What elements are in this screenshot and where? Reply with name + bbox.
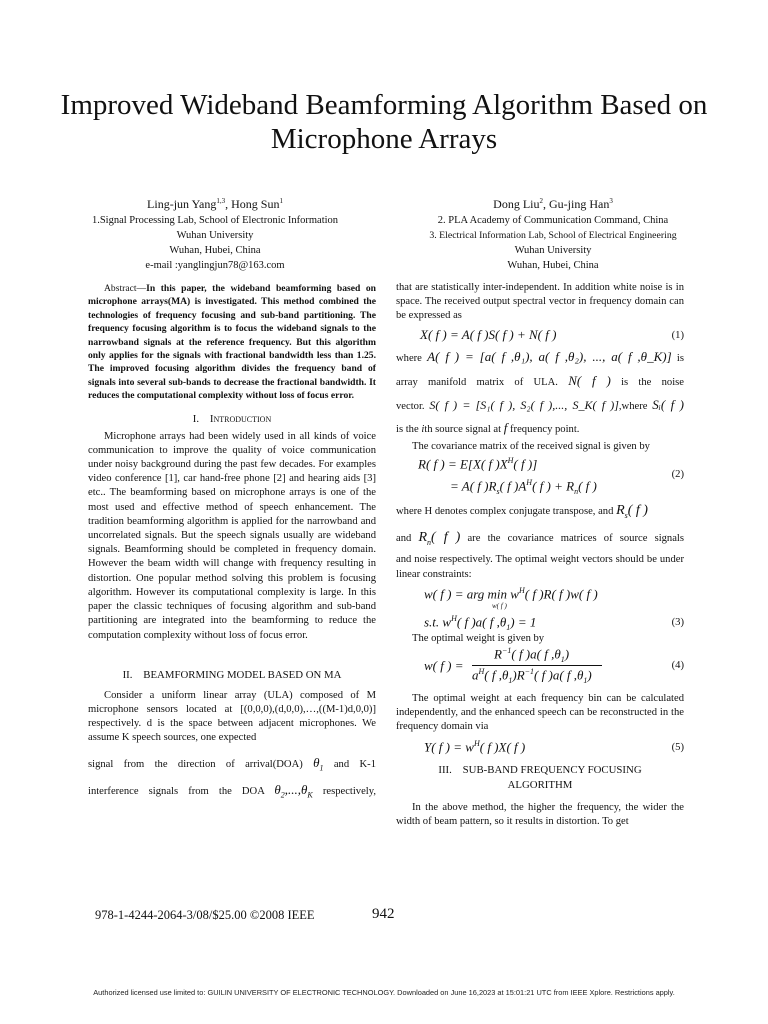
page-number: 942 bbox=[372, 906, 395, 922]
section-heading: III. SUB-BAND FREQUENCY FOCUSING ALGORITHM bbox=[438, 763, 642, 791]
doa-line: signal from the direction of arrival(DOA) $\theta_1$ and K-1 bbox=[88, 754, 376, 773]
affiliation-line: Wuhan University bbox=[176, 230, 254, 241]
abstract: Abstract—In this paper, the wideband beamforming based on microphone arrays(MA) is investigated. This method combined the technologies of frequency focusing and sub-band partitioning. The frequency focusing algorithm is to focus the wideband signals to the narrowband signals at the reference frequency. But this algorithm only applies for the signals with fractional bandwidth less than 1.25. The improved focusing algorithm divides the frequency band of signals into several sub-bands to decrease the fractional bandwidth. It reduces the computational complexity without loss of focus error. bbox=[88, 283, 376, 402]
body-paragraph: and noise respectively. The optimal weight vectors should be under linear constraints: bbox=[396, 554, 684, 580]
affiliation-line: Wuhan, Hubei, China bbox=[507, 260, 599, 271]
author-names-right: Dong Liu$^2$, Gu-jing Han$^3$ bbox=[493, 197, 613, 211]
section-heading: I. Introduction bbox=[192, 412, 272, 425]
body-paragraph: that are statistically inter-independent. In addition white noise is in space. The received output spectral vector in frequency domain can be expressed as bbox=[396, 282, 684, 322]
body-line: and $R_n$( f ) are the covariance matrices of source signals bbox=[396, 529, 685, 547]
paper-title: Improved Wideband Beamforming Algorithm Based on Microphone Arrays bbox=[60, 89, 708, 155]
author-block-right bbox=[398, 192, 708, 273]
affiliation-line: 3. Electrical Information Lab, School of Electrical Engineering bbox=[429, 230, 677, 241]
equation-3: w( f ) = arg $\min w^H$( f )R( f )w( f ) w( f ) s.t. $w^H$( f )a( f $,\theta_1) = 1$ (3) bbox=[424, 585, 684, 632]
where-line: vector. S( f ) = [S₁( f ), S₂( f ),..., S_K( f )],where Sᵢ( f ) bbox=[396, 396, 685, 412]
body-line: where H denotes complex conjugate transpose, and $R_s$( f ) bbox=[396, 502, 648, 520]
right-column bbox=[396, 281, 684, 829]
model-paragraph: Consider a uniform linear array (ULA) composed of M microphone sensors located at [(0,0,0),(d,0,0),…,((M-1)d,0,0)] respectively. d is the space between adjacent microphones. We assume K speech sources, one expected bbox=[88, 689, 376, 744]
affiliation-line: Wuhan, Hubei, China bbox=[169, 245, 261, 256]
section-heading: II. BEAMFORMING MODEL BASED ON MA bbox=[122, 668, 342, 681]
where-line: array manifold matrix of ULA. N( f ) is the noise bbox=[396, 372, 684, 388]
doa-line: interference signals from the DOA $\theta_2,...,\theta_K$ respectively, bbox=[88, 782, 376, 800]
author-block-left bbox=[60, 192, 370, 273]
intro-paragraph: Microphone arrays had been widely used in all kinds of voice communication to improve the quality of voice communication under noisy background during the past few decades. For examples video conference [1], car hand-free phone [2] and hearing aids [3] etc.. The beamforming based on microphone arrays is one of the most used and effective method of speech enhancement. The tradition beamforming algorithm is applied for the narrowband and uncorrelated signals. But the speech signals usually are wideband signals. Beamforming should be completed in frequency domain. However the beam width will change with frequency resulting in distortion. One popular method solving this problem is focusing algorithm. However its computational complexity is large. In this paper the classic techniques of focusing algorithm and sub-band partitioning are integrated into the beamforming to reduce the computation complexity without loss of focus error. bbox=[88, 430, 376, 641]
affiliation-line: Wuhan University bbox=[514, 245, 592, 256]
affiliation-line: 2. PLA Academy of Communication Command, China bbox=[437, 215, 669, 226]
footer-isbn: 978-1-4244-2064-3/08/$25.00 ©2008 IEEE bbox=[95, 908, 315, 922]
author-email: e-mail :yanglingjun78@163.com bbox=[145, 260, 285, 271]
body-paragraph: The optimal weight at each frequency bin can be calculated independently, and the enhanced speech can be reconstructed in the frequency domain via bbox=[396, 693, 684, 733]
left-column bbox=[88, 282, 376, 807]
affiliation-line: 1.Signal Processing Lab, School of Electronic Information bbox=[91, 215, 339, 226]
equation-4: w( f ) = $R^{-1}$( f )a( f $,\theta_1$) $a^H$( f $,\theta_1)R^{-1}$( f )a( f $,\theta_1$) (4) bbox=[424, 646, 684, 685]
license-notice: Authorized licensed use limited to: GUILIN UNIVERSITY OF ELECTRONIC TECHNOLOGY. Downloaded on June 16,2023 at 15:01:21 UTC from IEEE Xplore. Restrictions apply. bbox=[93, 988, 675, 997]
where-line: where A( f ) = [a( f ,θ₁), a( f ,θ₂), ..., a( f ,θ_K)] is bbox=[396, 348, 684, 364]
body-paragraph: The covariance matrix of the received signal is given by bbox=[412, 440, 650, 452]
equation-5: Y( f ) = $w^H$( f )X( f ) (5) bbox=[424, 738, 684, 754]
body-paragraph: The optimal weight is given by bbox=[412, 632, 545, 644]
fraction-bar bbox=[472, 665, 602, 666]
body-paragraph: In the above method, the higher the frequency, the wider the width of beam pattern, so it results in distortion. To get bbox=[396, 801, 684, 827]
equation-1: X( f ) = A( f )S( f ) + N( f ) (1) bbox=[420, 326, 684, 342]
author-names-left: Ling-jun Yang$^{1,3}$, Hong Sun$^1$ bbox=[147, 197, 283, 211]
equation-2: R( f ) = E[X( f )$X^H$( f )] = A( f )$R_s$( f )$A^H$( f ) + $R_n$( f ) (2) bbox=[418, 455, 684, 496]
where-line: is the ith source signal at f frequency point. bbox=[396, 419, 580, 435]
